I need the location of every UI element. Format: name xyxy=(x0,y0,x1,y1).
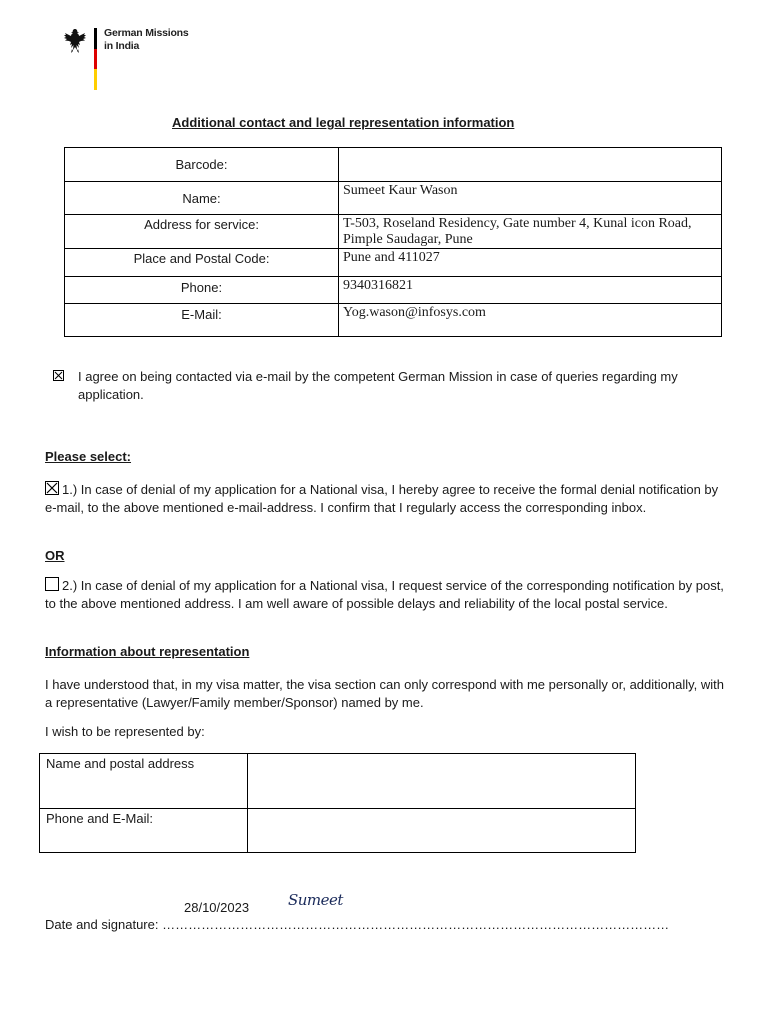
rep-name-address-field[interactable] xyxy=(248,754,636,809)
consent-checkbox[interactable] xyxy=(53,370,64,381)
table-row xyxy=(65,249,722,277)
place-postal-field[interactable]: Pune and 411027 xyxy=(339,249,722,277)
phone-field[interactable]: 9340316821 xyxy=(339,277,722,304)
name-label: Name: xyxy=(65,182,339,215)
date-signature-line xyxy=(45,917,670,932)
flag-gold xyxy=(94,69,97,90)
table-row xyxy=(65,182,722,215)
german-flag-stripe xyxy=(94,28,97,90)
brand-line-2: in India xyxy=(104,39,140,52)
table-row xyxy=(65,304,722,337)
table-row xyxy=(65,215,722,249)
name-field[interactable]: Sumeet Kaur Wason xyxy=(339,182,722,215)
table-row xyxy=(40,809,636,853)
phone-label: Phone: xyxy=(65,277,339,304)
consent-text: I agree on being contacted via e-mail by the competent German Mission in case of queries regarding my application. xyxy=(78,369,678,402)
representation-text: I have understood that, in my visa matter, the visa section can only correspond with me personally or, additionally, with a representative (Lawyer/Family member/Sponsor) named by me. xyxy=(45,677,724,710)
signature-date: 28/10/2023 xyxy=(184,900,250,915)
option-1 xyxy=(45,481,725,517)
table-row xyxy=(40,754,636,809)
address-field[interactable]: T-503, Roseland Residency, Gate number 4, Kunal icon Road, Pimple Saudagar, Pune xyxy=(339,215,722,249)
table-row xyxy=(65,148,722,182)
or-label: OR xyxy=(45,548,65,563)
handwritten-signature: Sumeet xyxy=(288,891,343,909)
eagle-emblem-icon xyxy=(62,27,88,55)
flag-black xyxy=(94,28,97,49)
signature-dots: ……………………………………………………………………………………………………… xyxy=(162,917,670,932)
option-2 xyxy=(45,577,725,613)
contact-table xyxy=(64,147,722,337)
representation-heading: Information about representation xyxy=(45,644,250,659)
representative-table xyxy=(39,753,636,853)
rep-phone-email-field[interactable] xyxy=(248,809,636,853)
place-postal-label: Place and Postal Code: xyxy=(65,249,339,277)
flag-red xyxy=(94,49,97,70)
brand-name xyxy=(104,27,189,52)
address-label: Address for service: xyxy=(65,215,339,249)
table-row xyxy=(65,277,722,304)
brand-line-1: German Missions xyxy=(104,27,189,39)
email-label: E-Mail: xyxy=(65,304,339,337)
barcode-field[interactable] xyxy=(339,148,722,182)
date-signature-label: Date and signature: xyxy=(45,917,159,932)
form-title: Additional contact and legal representation information xyxy=(172,115,515,130)
option-1-text: 1.) In case of denial of my application for a National visa, I hereby agree to receive the formal denial notification by e-mail, to the above mentioned e-mail-address. I confirm that I regularly access the corresponding inbox. xyxy=(45,482,719,515)
rep-name-address-label: Name and postal address xyxy=(40,754,248,809)
option-2-text: 2.) In case of denial of my application for a National visa, I request service of the corresponding notification by post, to the above mentioned address. I am well aware of possible delays and reliability of the local postal service. xyxy=(45,578,724,611)
represented-by-label: I wish to be represented by: xyxy=(45,724,205,739)
check-x-icon xyxy=(54,371,63,380)
email-field[interactable]: Yog.wason@infosys.com xyxy=(339,304,722,337)
rep-phone-email-label: Phone and E-Mail: xyxy=(40,809,248,853)
please-select-heading: Please select: xyxy=(45,449,132,464)
option-2-checkbox[interactable] xyxy=(45,577,59,591)
option-1-checkbox[interactable] xyxy=(45,481,59,495)
barcode-label: Barcode: xyxy=(65,148,339,182)
check-x-icon xyxy=(46,482,58,494)
